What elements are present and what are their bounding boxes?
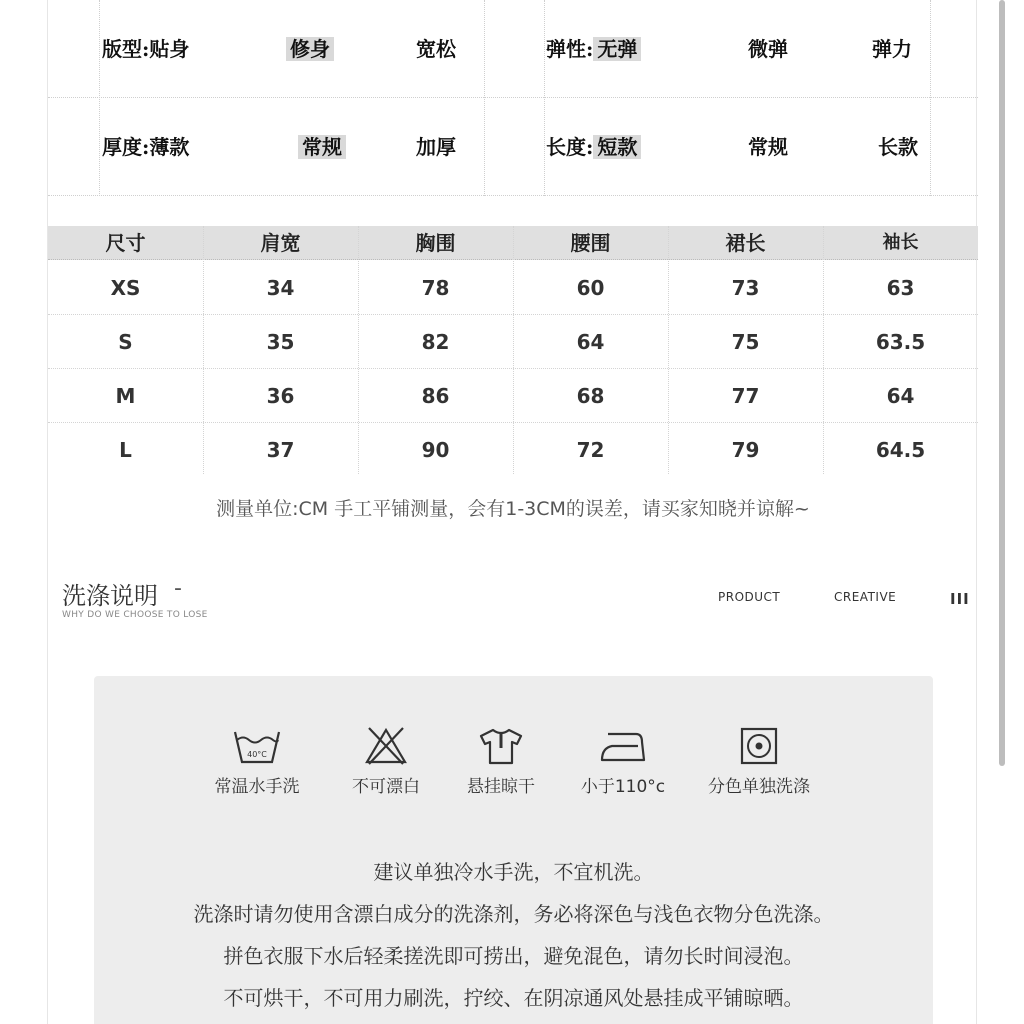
table-cell: 60 (576, 276, 605, 300)
vertical-scrollbar[interactable] (999, 0, 1005, 766)
care-instruction: 拼色衣服下水后轻柔搓洗即可捞出，避免混色，请勿长时间浸泡。 (223, 944, 804, 968)
hang-dry-icon (479, 726, 523, 766)
table-cell: S (118, 330, 133, 354)
care-label: 小于110°c (580, 777, 666, 797)
grid-divider (99, 0, 100, 196)
elasticity-option-slight: 微弹 (748, 37, 788, 61)
no-bleach-icon (364, 726, 408, 766)
thickness-option-regular-selected: 常规 (298, 135, 346, 159)
handwash-40-icon (232, 726, 282, 766)
length-option-short-selected: 短款 (593, 135, 641, 159)
table-cell: 68 (576, 384, 605, 408)
table-cell: 75 (731, 330, 760, 354)
fit-option-slim-selected: 修身 (286, 37, 334, 61)
table-cell: 34 (266, 276, 295, 300)
header-skirt-length: 裙长 (725, 231, 766, 255)
care-panel (94, 676, 933, 1024)
care-item-handwash (202, 726, 312, 797)
fit-attribute (102, 0, 189, 98)
nav-product: PRODUCT (718, 590, 781, 604)
fit-option-slim-wrap (286, 0, 334, 98)
table-divider (203, 226, 204, 474)
title-dash: - (174, 576, 182, 601)
care-item-separate-wash (694, 726, 824, 797)
table-cell: 73 (731, 276, 760, 300)
thickness-attribute (102, 98, 189, 196)
wash-section-subtitle: WHY DO WE CHOOSE TO LOSE (62, 610, 208, 620)
table-cell: 63.5 (875, 330, 926, 354)
table-cell: 79 (731, 438, 760, 462)
product-detail-page (47, 0, 977, 1024)
table-cell: 37 (266, 438, 295, 462)
table-cell: L (119, 438, 132, 462)
table-cell: 35 (266, 330, 295, 354)
table-cell: M (115, 384, 136, 408)
attribute-grid (48, 0, 978, 196)
table-cell: 64.5 (875, 438, 926, 462)
thickness-option-regular-wrap (298, 98, 346, 196)
elasticity-label: 弹性: (546, 37, 594, 61)
care-instruction: 不可烘干，不可用力刷洗，拧绞、在阴凉通风处悬挂成平铺晾晒。 (223, 986, 804, 1010)
nav-creative: CREATIVE (834, 590, 897, 604)
care-label: 分色单独洗涤 (708, 777, 810, 797)
table-divider (668, 226, 669, 474)
header-size: 尺寸 (105, 231, 146, 255)
thickness-label: 厚度: (102, 135, 150, 159)
iron-icon (598, 726, 648, 766)
length-option-long: 长款 (878, 135, 918, 159)
care-instruction: 洗涤时请勿使用含漂白成分的洗涤剂，务必将深色与浅色衣物分色洗涤。 (193, 902, 834, 926)
table-cell: 78 (421, 276, 450, 300)
menu-bars-icon: III (950, 590, 970, 608)
elasticity-option-none-selected: 无弹 (593, 37, 641, 61)
fit-option-loose: 宽松 (416, 37, 456, 61)
fit-label: 版型: (102, 37, 150, 61)
thickness-option-thick: 加厚 (416, 135, 456, 159)
wash-section-title: 洗涤说明 (62, 582, 158, 610)
table-cell: 63 (886, 276, 915, 300)
care-item-hang-dry (446, 726, 556, 797)
header-sleeve-length: 袖长 (882, 232, 919, 253)
thickness-option-thin: 薄款 (149, 135, 190, 159)
header-chest: 胸围 (415, 231, 456, 255)
elasticity-option-stretch: 弹力 (872, 37, 912, 61)
grid-divider (544, 0, 545, 196)
table-cell: 72 (576, 438, 605, 462)
table-cell: 64 (576, 330, 605, 354)
table-cell: 77 (731, 384, 760, 408)
header-waist: 腰围 (570, 231, 611, 255)
care-item-iron (568, 726, 678, 797)
separate-wash-icon (739, 726, 779, 766)
header-shoulder: 肩宽 (260, 231, 301, 255)
measurement-note: 测量单位:CM 手工平铺测量，会有1-3CM的误差，请买家知晓并谅解~ (216, 498, 810, 520)
table-cell: 82 (421, 330, 450, 354)
table-cell: 86 (421, 384, 450, 408)
care-item-no-bleach (331, 726, 441, 797)
table-cell: 90 (421, 438, 450, 462)
length-option-regular: 常规 (748, 135, 788, 159)
table-divider (513, 226, 514, 474)
grid-divider (484, 0, 485, 196)
care-label: 悬挂晾干 (467, 777, 535, 797)
table-divider (823, 226, 824, 474)
care-instruction: 建议单独冷水手洗，不宜机洗。 (373, 860, 654, 884)
table-cell: XS (110, 276, 141, 300)
fit-option-tight: 贴身 (149, 37, 190, 61)
table-cell: 64 (886, 384, 915, 408)
table-divider (358, 226, 359, 474)
care-label: 常温水手洗 (214, 777, 300, 797)
length-label: 长度: (546, 135, 594, 159)
elasticity-attribute (546, 0, 641, 98)
length-attribute (546, 98, 641, 196)
temperature-mark: 40°C (247, 750, 267, 759)
table-cell: 36 (266, 384, 295, 408)
grid-divider (930, 0, 931, 196)
care-label: 不可漂白 (352, 777, 420, 797)
